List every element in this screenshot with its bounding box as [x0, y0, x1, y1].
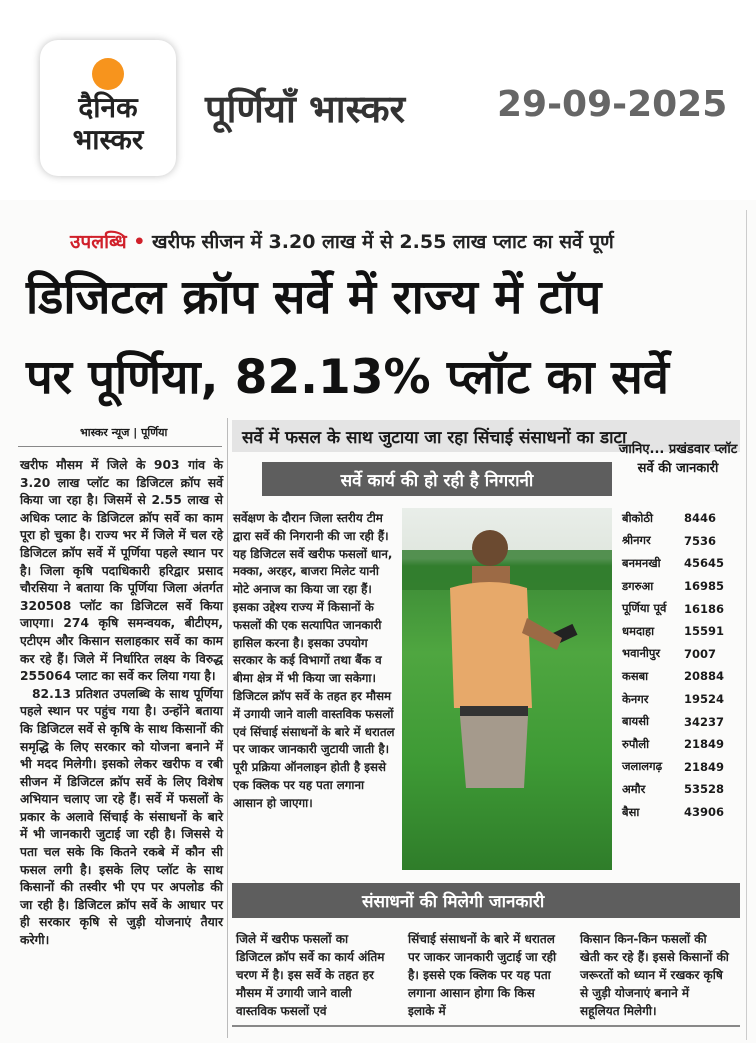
table-row [622, 710, 738, 733]
block-name: अमौर [622, 781, 646, 796]
column-divider [746, 210, 747, 1040]
block-name: पूर्णिया पूर्व [622, 601, 667, 616]
table-row [622, 778, 738, 801]
divider [18, 446, 222, 447]
edition-date: 29-09-2025 [497, 84, 728, 125]
block-name: भवानीपुर [622, 646, 661, 661]
table-title: जानिए... प्रखंडवार प्लॉट सर्वे की जानकारी [618, 442, 738, 476]
logo-text-line1: दैनिक [78, 91, 138, 124]
dainik-bhaskar-logo [40, 40, 176, 176]
block-name: बायसी [622, 714, 649, 729]
block-name: बनमनखी [622, 555, 661, 570]
block-name: बीकोठी [622, 510, 654, 525]
block-name: कसबा [622, 668, 649, 683]
plot-count: 53528 [684, 782, 725, 797]
plot-count: 16186 [684, 601, 725, 616]
table-row [622, 665, 738, 688]
plot-count: 8446 [684, 511, 717, 526]
table-row [622, 688, 738, 711]
table-row [622, 801, 738, 824]
headline-line2: पर पूर्णिया, 82.13% प्लॉट का सर्वे [26, 350, 669, 405]
plot-count: 15591 [684, 624, 725, 639]
sun-icon [92, 58, 124, 90]
block-name: श्रीनगर [622, 533, 651, 548]
left-column [20, 457, 223, 950]
kicker-text: खरीफ सीजन में 3.20 लाख में से 2.55 लाख प्लाट का सर्वे पूर्ण [145, 231, 614, 253]
subheading: सर्वे में फसल के साथ जुटाया जा रहा सिंचाई संसाधनों का डाटा [232, 420, 740, 452]
divider [232, 1025, 740, 1027]
plot-count: 45645 [684, 556, 725, 571]
headline-line1: डिजिटल क्रॉप सर्वे में राज्य में टॉप [26, 270, 602, 325]
table-row [622, 756, 738, 779]
plot-count: 21849 [684, 737, 725, 752]
logo-text-line2: भास्कर [72, 123, 144, 156]
block-name: जलालगढ़ [622, 759, 663, 774]
kicker [70, 228, 614, 254]
kicker-label: उपलब्धि • [70, 231, 146, 253]
bottom-column: किसान किन-किन फसलों की खेती कर रहे हैं। इससे किसानों की जरूरतों को ध्यान में रखकर कृषि से जुड़ी योजनाएं बनाने में सहूलियत मिलेगी। [580, 932, 729, 1018]
table-row [622, 733, 738, 756]
plot-count: 34237 [684, 714, 725, 729]
table-row [622, 552, 738, 575]
bottom-column: जिले में खरीफ फसलों का डिजिटल क्रॉप सर्वे का कार्य अंतिम चरण में है। इस सर्वे के तहत हर मौसम में उगायी जाने वाली वास्तविक फसलों एवं [236, 932, 385, 1018]
table-row [622, 530, 738, 553]
table-row [622, 620, 738, 643]
block-name: धमदाहा [622, 623, 655, 638]
plot-count: 20884 [684, 669, 725, 684]
table-row [622, 507, 738, 530]
block-wise-survey-table [622, 507, 738, 823]
plot-count: 7536 [684, 533, 717, 548]
middle-column: सर्वेक्षण के दौरान जिला स्तरीय टीम द्वारा सर्वे की निगरानी की जा रही हैं। यह डिजिटल सर्वे खरीफ फसलों धान, मक्का, अरहर, बाजरा मिलेट यानी मोटे अनाज का किया जा रहा हैं। इसका उद्देश्य राज्य में किसानों के फसलों की एक सत्यापित जानकारी हासिल करना है। इसका उपयोग सरकार के कई विभागों तथा बैंक व बीमा क्षेत्र में भी किया जा सकेगा। डिजिटल क्रॉप सर्वे के तहत हर मौसम में उगायी जाने वाली वास्तविक फसलों एवं सिंचाई संसाधनों के बारे में धरातल पर जाकर जानकारी जुटायी जाती है। पूरी प्रक्रिया ऑनलाइन होती है इससे एक क्लिक पर यह पता लगाना आसान हो जाएगा। [233, 511, 395, 810]
block-name: बैसा [622, 804, 640, 819]
block-name: रुपौली [622, 736, 650, 751]
block-name: डगरुआ [622, 578, 654, 593]
bottom-column: सिंचाई संसाधनों के बारे में धरातल पर जाकर जानकारी जुटाई जा रही है। इससे एक क्लिक पर यह पता लगाना आसान होगा कि किस इलाके में [408, 932, 557, 1018]
column-divider [227, 418, 228, 1038]
section-heading-resources: संसाधनों की मिलेगी जानकारी [232, 883, 740, 918]
plot-count: 16985 [684, 579, 725, 594]
section-heading-monitoring: सर्वे कार्य की हो रही है निगरानी [262, 462, 612, 496]
table-row [622, 597, 738, 620]
edition-title: पूर्णियाँ भास्कर [205, 87, 406, 131]
table-row [622, 575, 738, 598]
paragraph: खरीफ मौसम में जिले के 903 गांव के 3.20 लाख प्लॉट का डिजिटल क्रॉप सर्वे किया जा रहा है। जिसमें से 2.55 लाख से अधिक प्लाट के डिजिटल क्रॉप सर्वे का काम पूरा हो चुका है। राज्य भर में जिले में चल रहे डिजिटल क्रॉप सर्वे में पूर्णिया पहले स्थान पर है। जिला कृषि पदाधिकारी हरिद्वार प्रसाद चौरसिया ने बताया कि पूर्णिया जिला अंतर्गत 320508 प्लॉट का डिजिटल सर्वे किया जाएगा। 274 कृषि समन्वयक, बीटीएम, एटीएम और किसान सलाहकार सर्वे का काम कर रहे हैं। जिले में निर्धारित लक्ष्य के विरुद्ध 255064 प्लाट का सर्वे कर लिया गया है। [20, 458, 223, 684]
table-row [622, 643, 738, 666]
plot-count: 7007 [684, 646, 717, 661]
block-name: केनगर [622, 691, 649, 706]
plot-count: 19524 [684, 692, 725, 707]
paragraph: 82.13 प्रतिशत उपलब्धि के साथ पूर्णिया पहले स्थान पर पहुंच गया है। उन्होंने बताया कि डिजिटल सर्वे से कृषि के साथ किसानों की समृद्धि के लिए सरकार को योजना बनाने में भी मदद मिलेगी। इसको लेकर खरीफ व रबी सीजन में डिजिटल क्रॉप सर्वे के लिए विशेष अभियान चलाए जा रहे हैं। सर्वे में फसलों के प्रकार के अलावे सिंचाई के संसाधनों के बारे में भी जानकारी जुटाई जा रही है। जिससे ये पता चल सके कि कितने रकबे में कौन सी फसल लगी है। इसके लिए प्लॉट के साथ किसानों की तस्वीर भी एप पर अपलोड की जा रही है। डिजिटल क्रॉप सर्वे के आधार पर ही सरकार कृषि से जुड़ी योजनाएं तैयार करेगी। [20, 686, 223, 948]
plot-count: 43906 [684, 805, 725, 820]
plot-count: 21849 [684, 759, 725, 774]
byline: भास्कर न्यूज | पूर्णिया [80, 426, 168, 439]
photo-farmer-in-field [402, 508, 612, 870]
